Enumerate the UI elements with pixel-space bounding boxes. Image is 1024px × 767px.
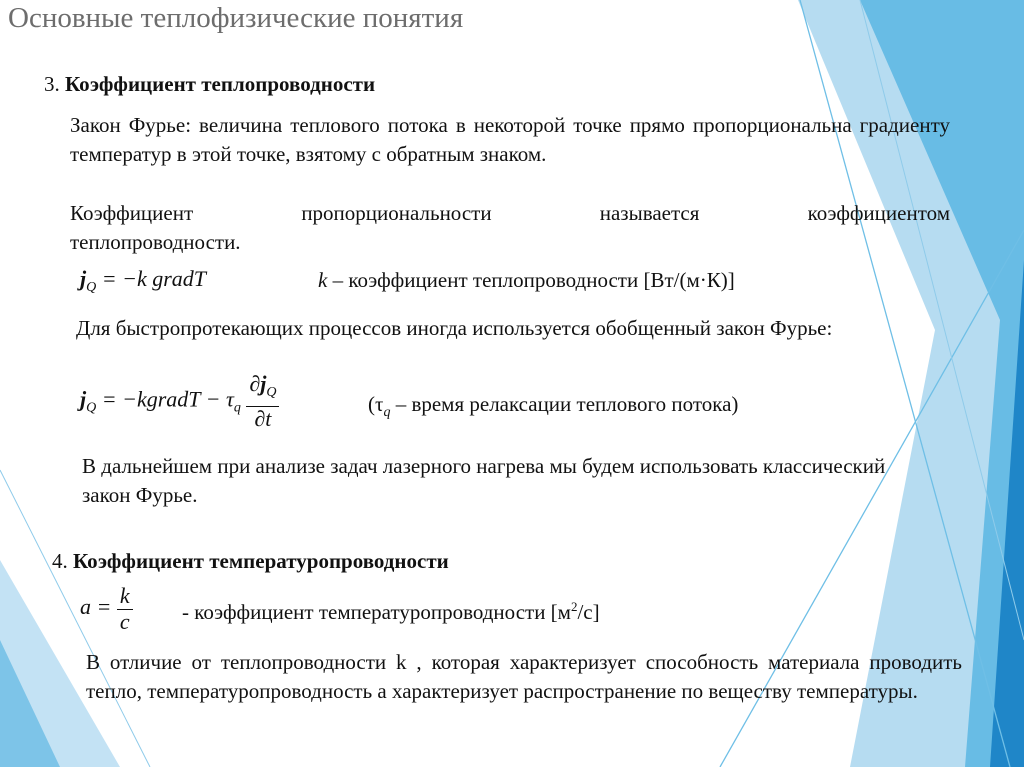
- coef-word-4: коэффициентом: [807, 201, 950, 225]
- formula2-lhs: j: [80, 386, 87, 412]
- formula1-lhs: j: [80, 266, 87, 291]
- formula2-note-sub: q: [383, 405, 391, 420]
- formula3-fraction: [117, 584, 133, 634]
- fast-processes-text: Для быстропротекающих процессов иногда используется обобщенный закон Фурье:: [76, 316, 833, 340]
- formula-diffusivity: [80, 584, 133, 634]
- formula3-note: [182, 599, 600, 625]
- further-text: В дальнейшем при анализе задач лазерного нагрева мы будем использовать классический закон Фурье.: [82, 454, 886, 507]
- section4-number: 4.: [52, 549, 68, 573]
- formula-generalized-fourier: [80, 372, 279, 431]
- formula3-note-sup: 2: [570, 599, 578, 614]
- formula-fourier: [80, 266, 206, 296]
- section3-number: 3.: [44, 72, 60, 96]
- formula1-note-var: k: [318, 268, 328, 292]
- formula3-num: k: [117, 584, 133, 610]
- slide-title: Основные теплофизические понятия: [8, 2, 464, 34]
- coefficient-line: [70, 199, 950, 228]
- formula3-note-text: - коэффициент температуропроводности [м: [182, 600, 571, 624]
- formula2-note: [368, 392, 738, 421]
- section3-title: Коэффициент теплопроводности: [65, 72, 376, 96]
- formula2-note-rest: – время релаксации теплового потока): [390, 392, 739, 416]
- formula2-note-open: (τ: [368, 392, 384, 416]
- coef-word-1: Коэффициент: [70, 201, 194, 225]
- formula1-rhs: = −k gradT: [96, 266, 207, 291]
- formula3-lhs: a =: [80, 594, 112, 620]
- section3-heading: [44, 72, 375, 97]
- coef-word-3: называется: [599, 201, 700, 225]
- formula3-den: c: [119, 609, 130, 634]
- formula1-note: [318, 268, 735, 293]
- formula2-lhs-sub: Q: [86, 400, 97, 416]
- formula3-note-end: /с]: [577, 600, 600, 624]
- formula2-frac-num: $\partial j_Q$: [246, 372, 279, 407]
- coefficient-definition: [70, 199, 950, 257]
- formula1-lhs-sub: Q: [86, 280, 97, 295]
- coefficient-line-end: теплопроводности.: [70, 230, 241, 254]
- fourier-law-text: Закон Фурье: величина теплового потока в некоторой точке прямо пропорциональна градиенту температур в этой точке, взятому с обратным знаком.: [70, 113, 950, 166]
- formula2-rhs: = −kgradT − τ: [96, 386, 234, 412]
- formula2-tau-sub: q: [233, 400, 241, 416]
- section4-title: Коэффициент температуропроводности: [73, 549, 449, 573]
- formula2-fraction: [246, 372, 279, 431]
- formula1-note-text: – коэффициент теплопроводности [Вт/(м·К)]: [327, 268, 735, 292]
- formula2-frac-den: ∂t: [254, 406, 272, 431]
- coef-word-2: пропорциональности: [301, 201, 492, 225]
- diffusivity-explanation: В отличие от теплопроводности k , которая характеризует способность материала проводить тепло, температуропроводность a характеризует распространение по веществу температуры.: [86, 650, 962, 703]
- section4-heading: [52, 549, 449, 574]
